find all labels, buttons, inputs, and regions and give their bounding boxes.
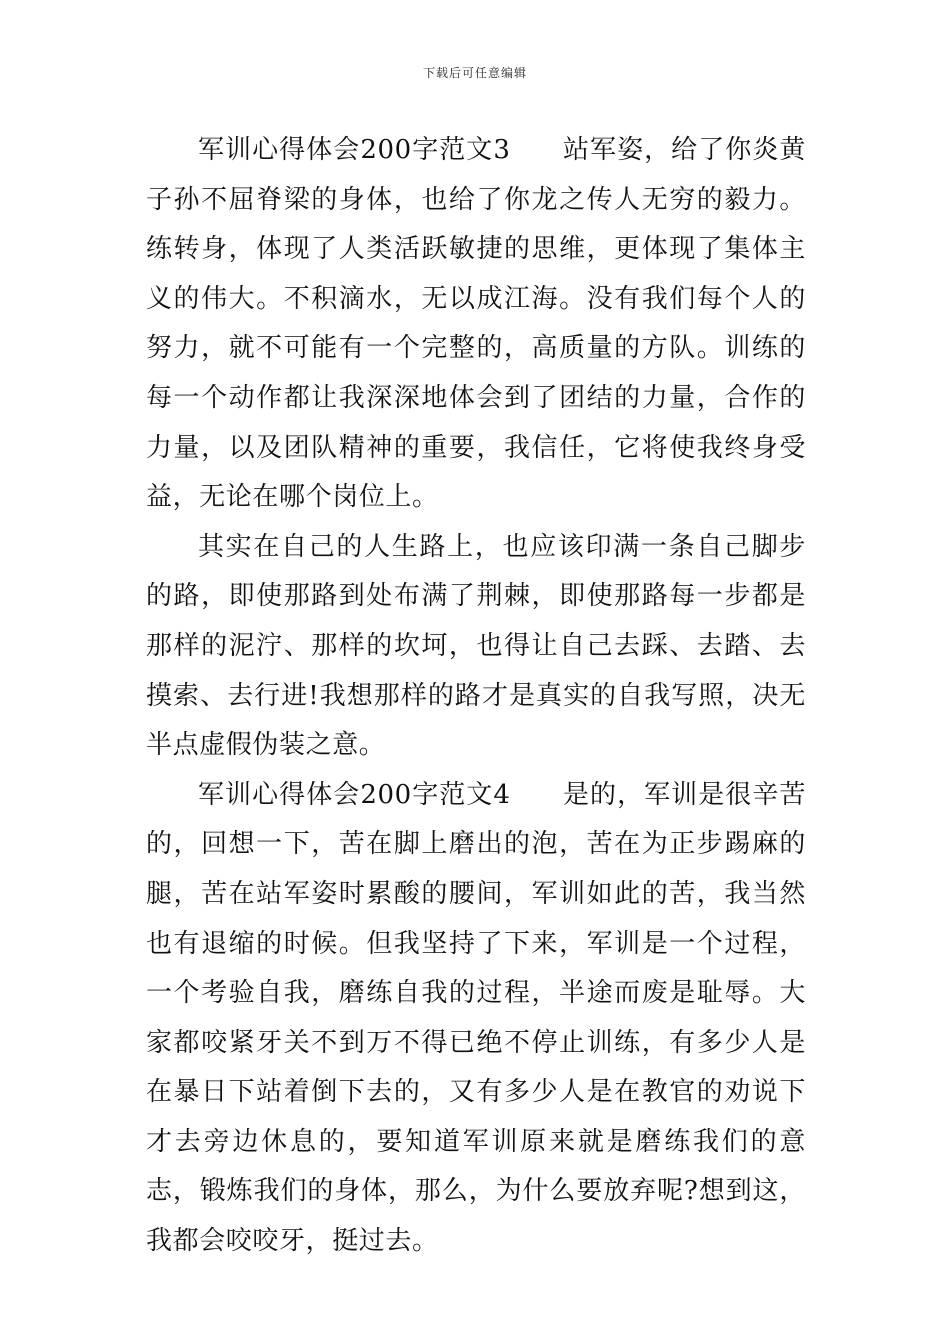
- paragraph-essay-3: [146, 126, 806, 523]
- paragraph-essay-4: [146, 771, 806, 1267]
- paragraph-reflection: [146, 523, 806, 771]
- essay-heading-3: 军训心得体会200字范文3: [198, 135, 511, 165]
- essay-text-3: 站军姿，给了你炎黄子孙不屈脊梁的身体，也给了你龙之传人无穷的毅力。练转身，体现了人类活跃敏捷的思维，更体现了集体主义的伟大。不积滴水，无以成江海。没有我们每个人的努力，就不可能有一个完整的，高质量的方队。训练的每一个动作都让我深深地体会到了团结的力量，合作的力量，以及团队精神的重要，我信任，它将使我终身受益，无论在哪个岗位上。: [146, 135, 807, 513]
- document-body: [146, 126, 806, 1267]
- essay-heading-4: 军训心得体会200字范文4: [198, 779, 511, 810]
- essay-text-4: 是的，军训是很辛苦的，回想一下，苦在脚上磨出的泡，苦在为正步踢麻的腿，苦在站军姿时累酸的腰间，军训如此的苦，我当然也有退缩的时候。但我坚持了下来，军训是一个过程，一个考验自我，磨练自我的过程，半途而废是耻辱。大家都咬紧牙关不到万不得已绝不停止训练，有多少人是在暴日下站着倒下去的，又有多少人是在教官的劝说下才去旁边休息的，要知道军训原来就是磨练我们的意志，锻炼我们的身体，那么，为什么要放弃呢?想到这，我都会咬咬牙，挺过去。: [146, 779, 807, 1257]
- reflection-text: 其实在自己的人生路上，也应该印满一条自己脚步的路，即使那路到处布满了荆棘，即使那路每一步都是那样的泥泞、那样的坎坷，也得让自己去踩、去踏、去摸索、去行进!我想那样的路才是真实的自我写照，决无半点虚假伪装之意。: [146, 531, 806, 761]
- page-header: 下载后可任意编辑: [422, 66, 527, 80]
